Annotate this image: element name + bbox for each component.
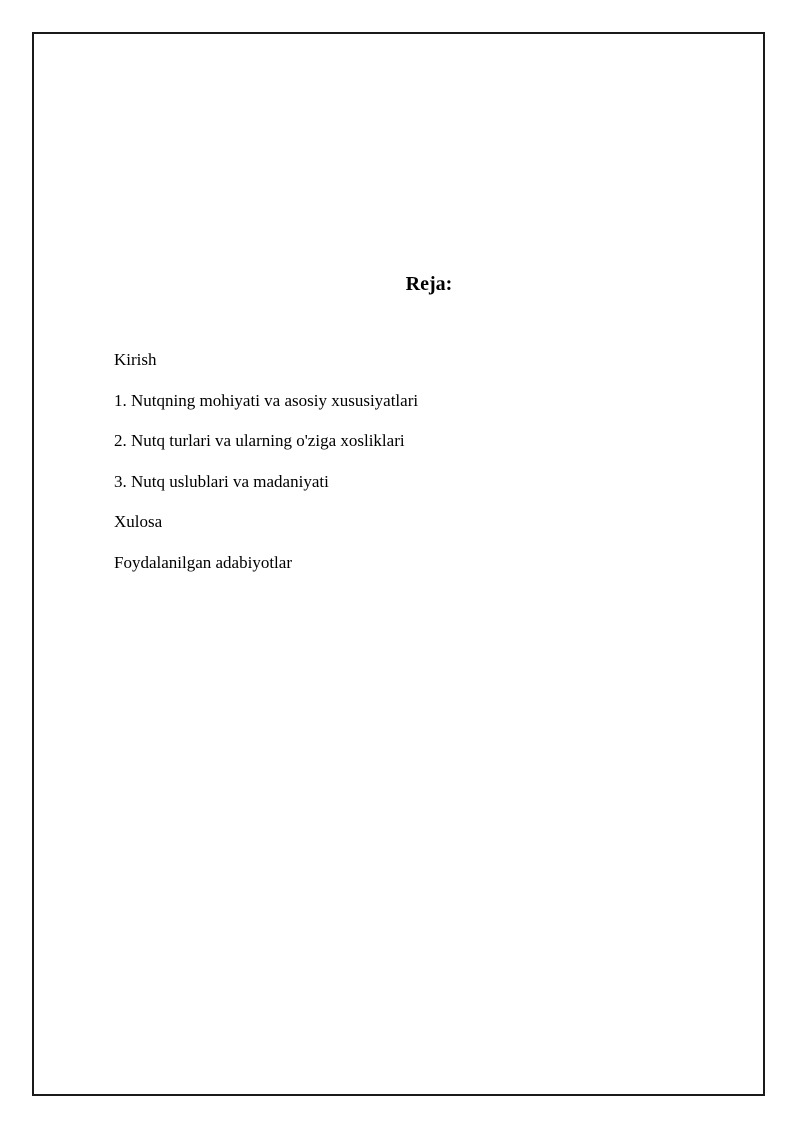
- plan-item-1: 1. Nutqning mohiyati va asosiy xususiyatlari: [114, 390, 419, 410]
- plan-item-introduction: Kirish: [114, 350, 157, 369]
- plan-item-conclusion: Xulosa: [114, 512, 163, 531]
- plan-item-3: 3. Nutq uslublari va madaniyati: [114, 471, 329, 491]
- plan-title: Reja:: [405, 273, 453, 295]
- plan-item-2: 2. Nutq turlari va ularning o'ziga xosliklari: [114, 431, 405, 450]
- plan-list: [114, 350, 418, 593]
- plan-item-references: Foydalanilgan adabiyotlar: [114, 552, 292, 572]
